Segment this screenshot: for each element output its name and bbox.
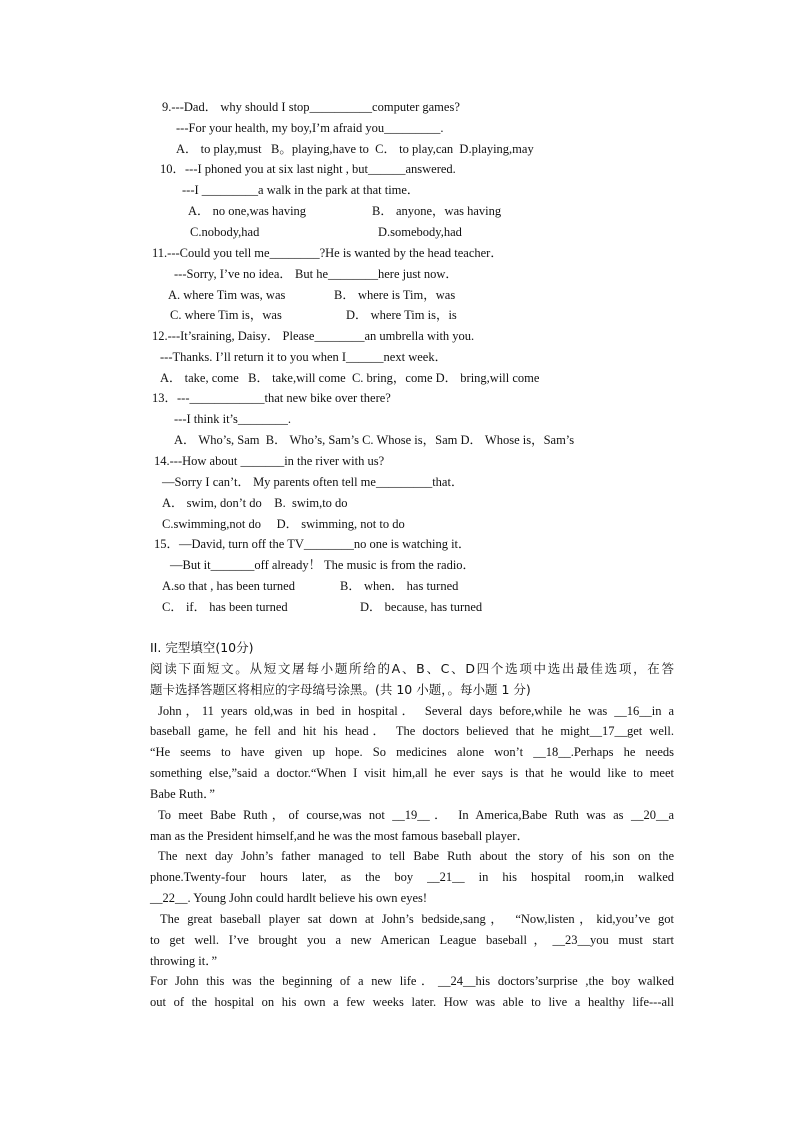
passage-line: The next day John’s father managed to tell Babe Ruth about the story of his son on the [158,849,674,863]
passage-line: phone.Twenty-four hours later, as the boy __21__ in his hospital room,in walked [150,870,674,884]
passage-line: out of the hospital on his own a few weeks later. How was able to live a healthy life---all [150,995,674,1009]
passage-line: to get well. I’ve brought you a new American League baseball，__23__you must start [150,933,674,947]
passage-line: something else,”said a doctor.“When I visit him,all he ever says is that he would like to meet [150,766,674,780]
q12-options: A． take, come B． take,will come C. bring，come D． bring,will come [160,371,540,385]
q15-stem: 15．—David, turn off the TV________no one is watching it． [154,537,471,551]
q14-answer-line: —Sorry I can’t． My parents often tell me_________that． [162,475,464,489]
q14-options-cd: C.swimming,not do D． swimming, not to do [162,517,405,531]
q10-stem: 10．---I phoned you at six last night , but______answered. [160,162,456,176]
q11-option-c: C. where Tim is，was [170,308,282,322]
q10-answer-line: ---I _________a walk in the park at that time． [182,183,420,197]
q10-option-a: A． no one,was having [188,204,307,218]
q9-answer-line: ---For your health, my boy,I’m afraid you_________. [176,121,444,135]
q9-options: A． to play,must B。playing,have to C． to play,can D.playing,may [176,142,534,156]
passage-line: __22__. Young John could hardlt believe his own eyes! [150,891,428,905]
q14-stem: 14.---How about _______in the river with us? [154,454,385,468]
passage-line: For John this was the beginning of a new life．__24__his doctors’surprise ,the boy walked [150,974,674,988]
q15-option-a: A.so that , has been turned [162,579,295,593]
section-instructions-1: 阅读下面短文。从短文屠每小题所给的A、B、C、D四个选项中选出最佳选项，在答 [150,661,674,676]
q13-answer-line: ---I think it’s________. [174,412,292,426]
q15-option-d: D． because, has turned [360,600,483,614]
passage-line: Babe Ruth．” [150,787,215,801]
q10-option-b: B． anyone，was having [372,204,502,218]
passage-line: baseball game, he fell and hit his head． The doctors believed that he might__17__get well. [150,724,674,738]
q12-answer-line: ---Thanks. I’ll return it to you when I______next week． [160,350,448,364]
q10-option-d: D.somebody,had [378,225,462,239]
q9-stem: 9.---Dad． why should I stop__________computer games? [162,100,460,114]
q15-option-b: B． when． has turned [340,579,459,593]
q11-option-b: B． where is Tim，was [334,288,456,302]
q10-option-c: C.nobody,had [190,225,260,239]
passage-line: The great baseball player sat down at John’s bedside,sang， “Now,listen，kid,you’ve got [160,912,674,926]
passage-line: “He seems to have given up hope. So medicines alone won’t __18__.Perhaps he needs [150,745,674,759]
q12-stem: 12.---It’sraining, Daisy． Please________an umbrella with you. [152,329,475,343]
section-heading: II. 完型填空(10分) [150,640,254,655]
q11-stem: 11.---Could you tell me________?He is wanted by the head teacher． [152,246,503,260]
q15-answer-line: —But it_______off already！ The music is from the radio． [170,558,476,572]
q11-answer-line: ---Sorry, I’ve no idea． But he________here just now． [174,267,458,281]
passage-line: man as the President himself,and he was the most famous baseball player． [150,829,530,843]
passage-line: throwing it．” [150,954,218,968]
q11-option-d: D． where Tim is，is [346,308,457,322]
passage-line: To meet Babe Ruth，of course,was not __19__． In America,Babe Ruth was as __20__a [158,808,674,822]
section-instructions-2: 题卡选择答题区将相应的字母缟号涂黑。(共 10 小题，。每小题 1 分) [150,682,531,697]
q13-stem: 13．---____________that new bike over there? [152,391,391,405]
q13-options: A． Who’s, Sam B． Who’s, Sam’s C. Whose is，Sam D． Whose is，Sam’s [174,433,575,447]
passage-line: John，11 years old,was in bed in hospital． Several days before,while he was __16__in a [158,704,674,718]
q15-option-c: C． if． has been turned [162,600,288,614]
q14-options-ab: A． swim, don’t do B. swim,to do [162,496,348,510]
q11-option-a: A. where Tim was, was [168,288,286,302]
